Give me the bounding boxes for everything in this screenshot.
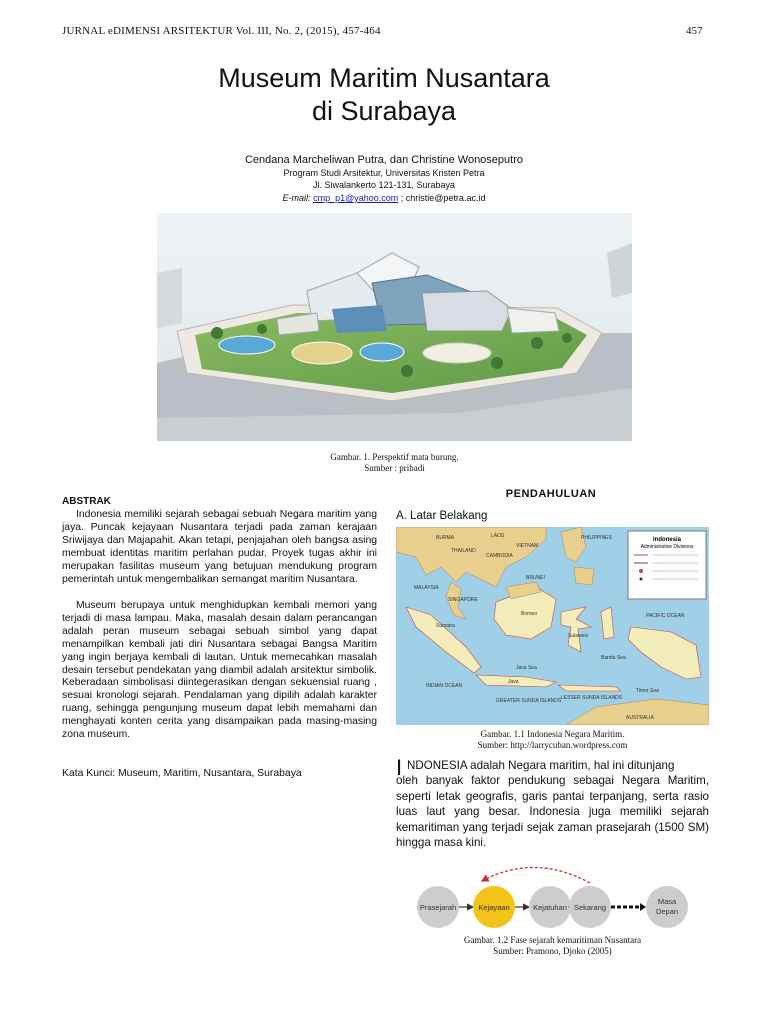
title-line-1: Museum Maritim Nusantara <box>218 63 550 93</box>
phase-label: Sekarang <box>573 903 607 912</box>
email-separator: ; <box>398 193 406 203</box>
map-label: Timor Sea <box>636 688 659 694</box>
map-label: BRUNEI <box>526 575 545 581</box>
phase-label: Kejatuhan <box>533 903 567 912</box>
map-legend-title: Indonesia <box>652 537 682 543</box>
map-label: THAILAND <box>451 548 476 554</box>
map-label: Java <box>508 679 519 685</box>
phase-future-line2: Depan <box>655 907 679 916</box>
phase-label: Prasejarah <box>419 903 457 912</box>
email-line <box>0 193 768 203</box>
map-label: LESSER SUNDA ISLANDS <box>561 695 623 701</box>
authors: Cendana Marcheliwan Putra, dan Christine Wonoseputro <box>244 154 523 166</box>
indonesia-map-image <box>396 527 709 725</box>
figure11-source: Sumber: http://larrycuban.wordpress.com <box>477 740 628 750</box>
intro-paragraph: oleh banyak faktor pendukung sebagai Negara Maritim, seperti letak geografis, garis pantai terpanjang, serta rasio luas laut yang besar. Indonesia juga memiliki sejarah kemaritiman yang terjadi sejak zaman prasejarah (1500 SM) hingga masa kini. <box>396 774 709 849</box>
email-link[interactable]: cmp_p1@yahoo.com <box>313 193 399 203</box>
map-label: Sulawesi <box>568 633 589 639</box>
map-label: PACIFIC OCEAN <box>646 613 685 619</box>
page-number: 457 <box>686 25 703 37</box>
map-label: LAOS <box>491 533 505 539</box>
title-line-2: di Surabaya <box>311 96 457 126</box>
map-label: MALAYSIA <box>414 585 439 591</box>
maritime-phase-timeline <box>410 857 710 937</box>
map-label: VIETNAM <box>516 543 539 549</box>
running-head: JURNAL eDIMENSI ARSITEKTUR Vol. III, No. 2, (2015), 457-464 <box>62 25 381 37</box>
map-label: PHILIPPINES <box>581 535 612 541</box>
phase-label: Kejayaan <box>478 903 510 912</box>
figure11-caption: Gambar. 1.1 Indonesia Negara Maritim. <box>480 729 625 739</box>
keywords: Kata Kunci: Museum, Maritim, Nusantara, Surabaya <box>62 768 302 779</box>
intro-first-line: NDONESIA adalah Negara maritim, hal ini ditunjang <box>407 759 675 772</box>
phase-future-line1: Masa <box>657 897 677 906</box>
intro-heading: PENDAHULUAN <box>505 488 597 500</box>
bird-eye-perspective-image <box>157 213 632 441</box>
map-label: Banda Sea <box>601 655 626 661</box>
abstract-heading: ABSTRAK <box>62 496 111 507</box>
map-label: SINGAPORE <box>448 597 478 603</box>
map-label: Sumatra <box>436 623 455 629</box>
map-label: INDIAN OCEAN <box>426 683 463 689</box>
figure1-caption: Gambar. 1. Perspektif mata burung. <box>330 452 459 462</box>
affiliation-address: Jl. Siwalankerto 121-131, Surabaya <box>312 180 456 190</box>
figure12-caption: Gambar. 1.2 Fase sejarah kemaritiman Nusantara <box>463 935 642 945</box>
figure1-source: Sumber : pribadi <box>364 463 425 473</box>
map-label: GREATER SUNDA ISLANDS <box>496 698 562 704</box>
map-label: AUSTRALIA <box>626 715 654 721</box>
page-title <box>0 62 768 128</box>
map-label: Java Sea <box>516 665 537 671</box>
drop-cap: I <box>396 755 403 780</box>
abstract-paragraph-1: Indonesia memiliki sejarah sebagai sebuah Negara maritim yang jaya. Puncak kejayaan Nusantara terjadi pada zaman kerajaan Sriwijaya dan Majapahit. Akan tetapi, penjajahan oleh bangsa asing membuat identitas maritim perlahan pudar. Proyek tugas akhir ini merupakan fasilitas museum yang betujuan mendukung program pemerintah untuk mengembalikan semangat maritim Nusantara. <box>62 509 377 585</box>
map-label: BURMA <box>436 535 455 541</box>
map-legend-subtitle: Administrative Divisions <box>640 544 694 550</box>
intro-subheading: A. Latar Belakang <box>396 510 488 522</box>
affiliation-program: Program Studi Arsitektur, Universitas Kristen Petra <box>283 168 485 178</box>
map-label: Borneo <box>521 611 538 617</box>
map-label: CAMBODIA <box>486 553 513 559</box>
abstract-paragraph-2: Museum berupaya untuk menghidupkan kembali memori yang terjadi di masa lampau. Maka, masalah desain dalam perancangan adalah peran museum sebagai sebuah simbol yang dapat menampilkan kembali jati diri Nusantara sebagai Bangsa Maritim yang ingin berjaya kembali di lautan. Untuk memecahkan masalah desain tersebut pendekatan yang diambil adalah arsitektur simbolik. Keberadaan simbolisasi diintegerasikan dengan sekuensial ruang , sesuai kronologi sejarah. Pendalaman yang dipilih adalah karakter ruang, sehingga pengunjung museum dapat lebih memahami dan menghayati konten cerita yang disampaikan pada masing-masing zona museum. <box>62 600 377 741</box>
email-second: christie@petra.ac.id <box>405 193 486 203</box>
figure12-source: Sumber: Pramono, Djoko (2005) <box>493 946 612 956</box>
email-label: E-mail: <box>282 193 311 203</box>
